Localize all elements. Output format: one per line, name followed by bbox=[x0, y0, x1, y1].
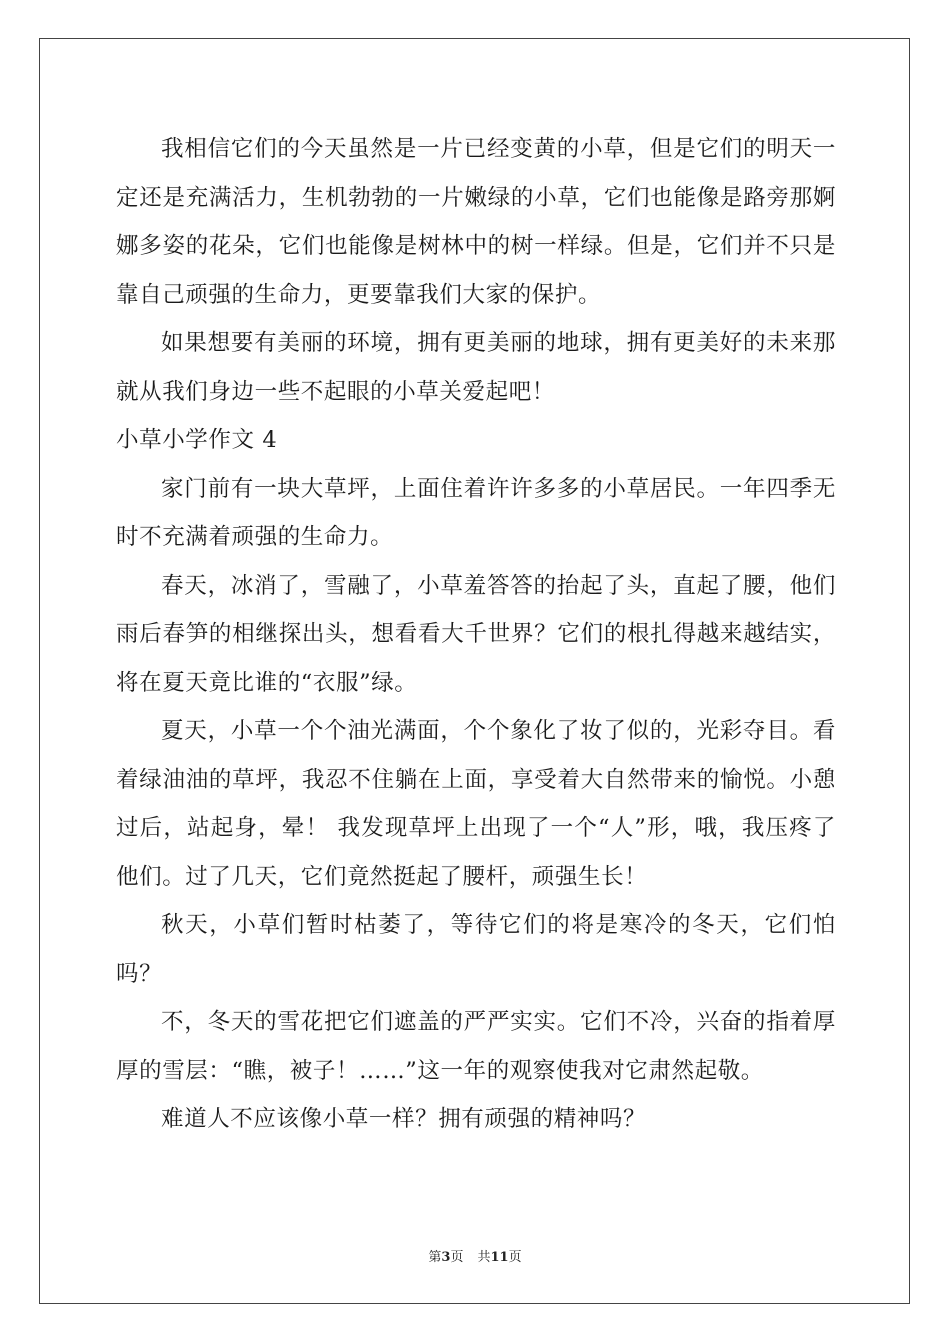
section-heading: 小草小学作文 4 bbox=[116, 427, 278, 453]
paragraph-8: 难道人不应该像小草一样？拥有顽强的精神吗？ bbox=[161, 1106, 647, 1132]
paragraph-2: 如果想要有美丽的环境，拥有更美丽的地球，拥有更美好的未来那就从我们身边一些不起眼的小草关爱起吧！ bbox=[116, 330, 836, 405]
document-body bbox=[116, 125, 836, 1144]
footer-prefix: 第 bbox=[428, 1250, 442, 1265]
page-footer bbox=[0, 1246, 950, 1265]
footer-total-suffix: 页 bbox=[508, 1250, 522, 1265]
paragraph-3: 家门前有一块大草坪，上面住着许许多多的小草居民。一年四季无时不充满着顽强的生命力。 bbox=[116, 475, 836, 550]
footer-total-prefix: 共 bbox=[477, 1250, 491, 1265]
paragraph-6: 秋天，小草们暂时枯萎了，等待它们的将是寒冷的冬天，它们怕吗？ bbox=[116, 912, 836, 987]
paragraph-5: 夏天，小草一个个油光满面，个个象化了妆了似的，光彩夺目。看着绿油油的草坪，我忍不住躺在上面，享受着大自然带来的愉悦。小憩过后，站起身，晕！ 我发现草坪上出现了一个“人”形，哦，我压疼了他们。过了几天，它们竟然挺起了腰杆，顽强生长！ bbox=[116, 718, 836, 890]
footer-current-page: 3 bbox=[441, 1250, 451, 1265]
footer-total-pages: 11 bbox=[490, 1250, 509, 1265]
paragraph-4: 春天，冰消了，雪融了，小草羞答答的抬起了头，直起了腰，他们雨后春笋的相继探出头，想看看大千世界？它们的根扎得越来越结实，将在夏天竟比谁的“衣服”绿。 bbox=[116, 572, 836, 696]
paragraph-7: 不，冬天的雪花把它们遮盖的严严实实。它们不冷，兴奋的指着厚厚的雪层：“瞧，被子！……”这一年的观察使我对它肃然起敬。 bbox=[116, 1009, 836, 1084]
footer-page-suffix: 页 bbox=[450, 1250, 464, 1265]
paragraph-1: 我相信它们的今天虽然是一片已经变黄的小草，但是它们的明天一定还是充满活力，生机勃勃的一片嫩绿的小草，它们也能像是路旁那婀娜多姿的花朵，它们也能像是树林中的树一样绿。但是，它们并不只是靠自己顽强的生命力，更要靠我们大家的保护。 bbox=[116, 136, 836, 308]
